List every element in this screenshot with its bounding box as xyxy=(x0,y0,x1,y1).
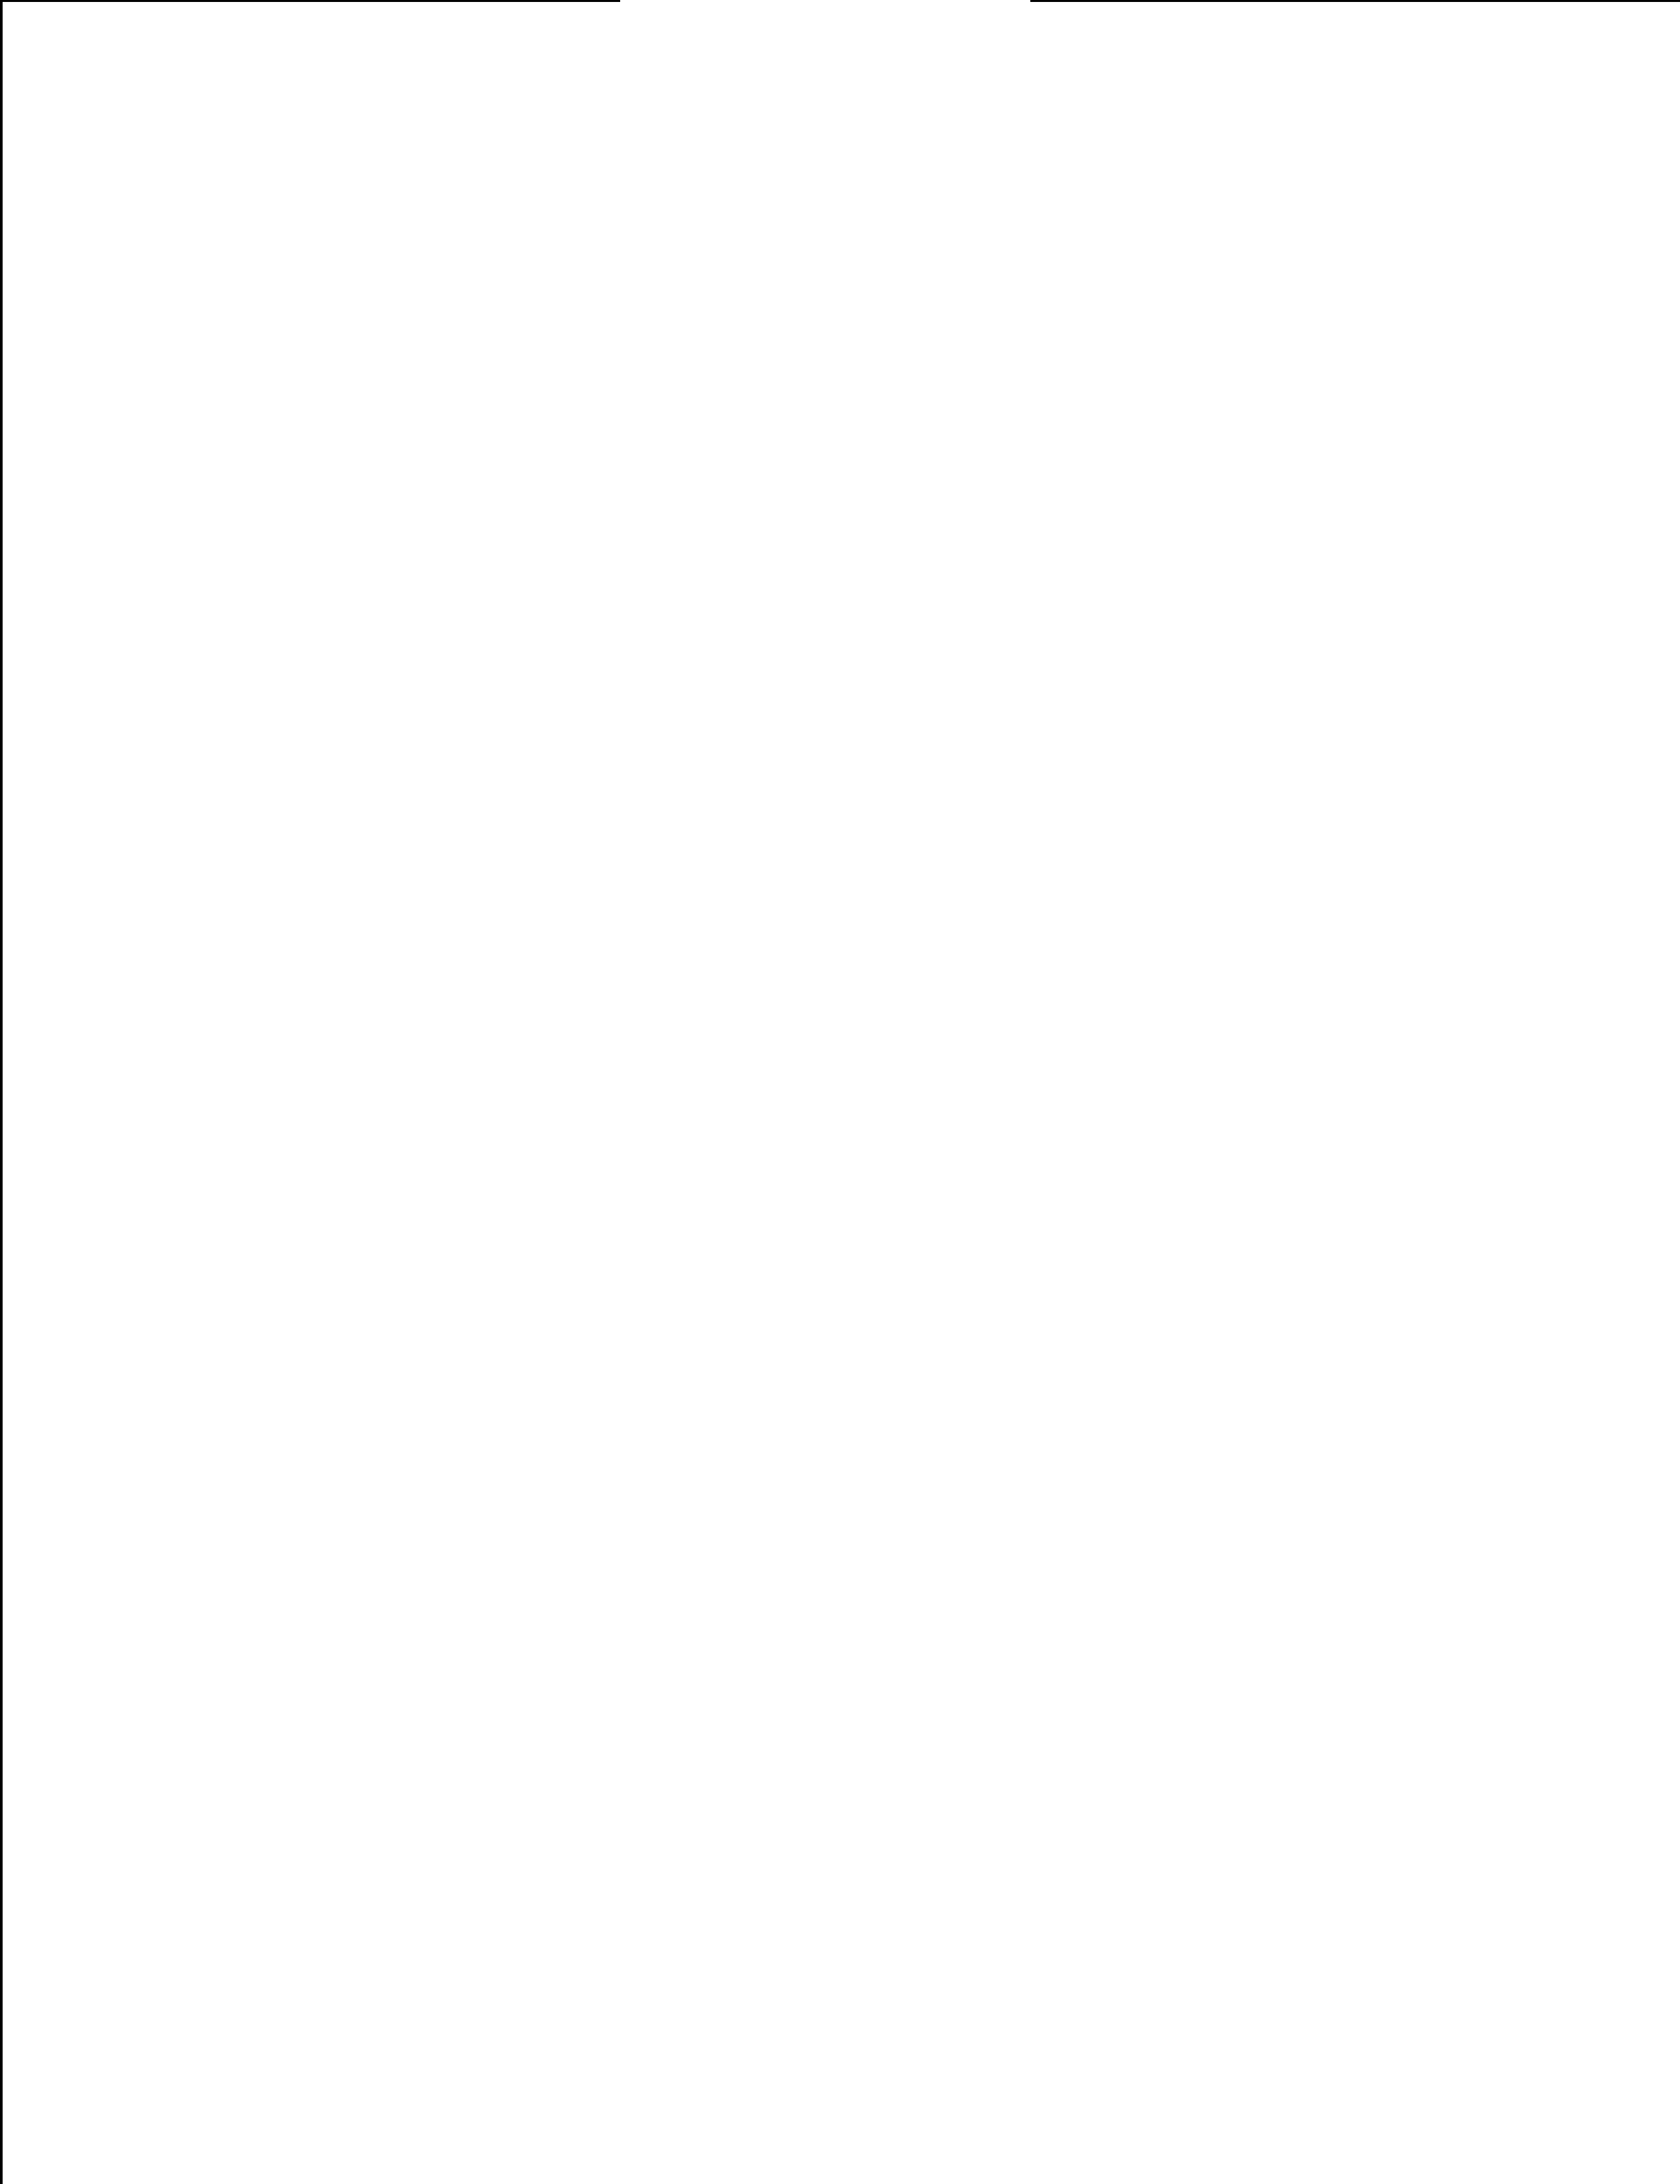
page-body xyxy=(209,210,1490,249)
left-scan-edge xyxy=(0,0,3,2184)
top-border-left xyxy=(0,0,620,2)
top-border-right xyxy=(1030,0,1680,2)
